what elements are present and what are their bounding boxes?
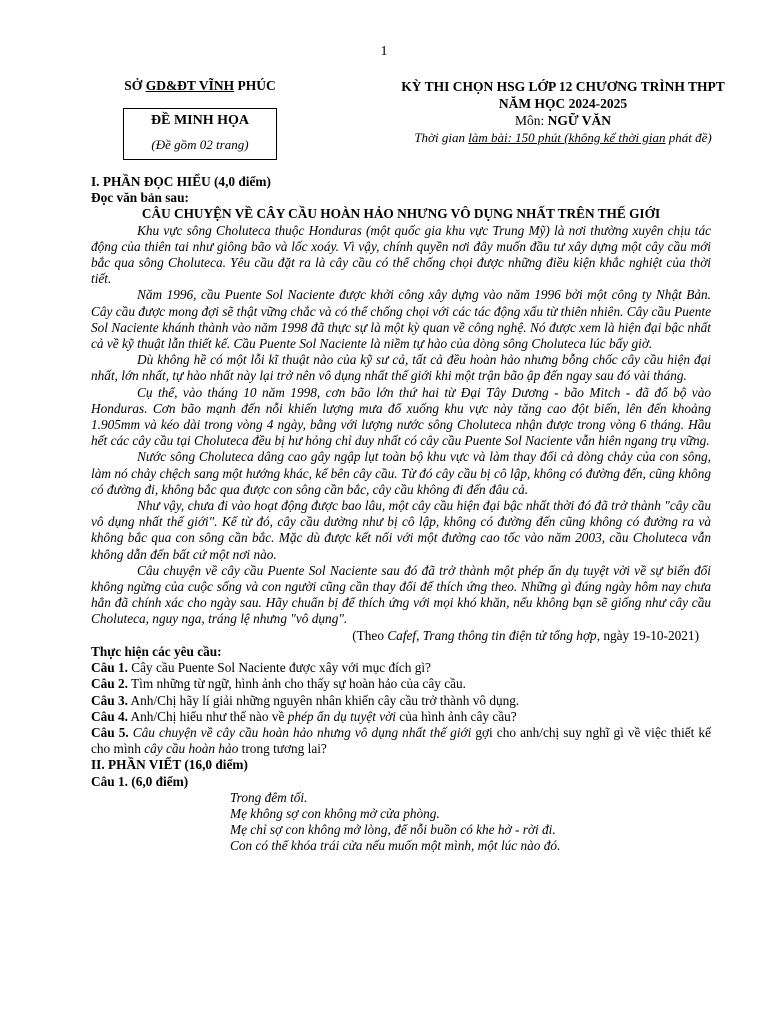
story-paragraph: Khu vực sông Choluteca thuộc Honduras (một quốc gia khu vực Trung Mỹ) là nơi thường xuyên chịu tác động của thiên tai như giông bão và lốc xoáy. Vì vậy, chính quyền nơi đây muốn đầu tư xây dựng một cây cầu mới bắc qua sông Choluteca. Yêu cầu đặt ra là cây cầu có thể chống chọi được những điều kiện khắc nghiệt của thời tiết. <box>91 222 711 287</box>
subject-label: Môn: <box>514 113 548 128</box>
question-italic: Câu chuyện về cây cầu hoàn hảo nhưng vô dụng nhất thế giới <box>128 724 472 740</box>
subject-value: NGỮ VĂN <box>547 113 611 128</box>
time-underlined: làm bài: 150 phút (không kể thời gian <box>468 130 666 145</box>
section-2-heading: II. PHẦN VIẾT (16,0 điểm) <box>91 757 248 773</box>
page-count-note: (Đề gồm 02 trang) <box>151 137 249 152</box>
source-prefix: (Theo <box>352 627 388 643</box>
reading-intro: Đọc văn bản sau: <box>91 190 189 206</box>
section-1-heading: I. PHẦN ĐỌC HIỂU (4,0 điểm) <box>91 174 271 189</box>
story-paragraph: Như vậy, chưa đi vào hoạt động được bao lâu, một cây cầu hiện đại bậc nhất thời đó đã trở thành "cây cầu vô dụng nhất thế giới". Kể từ đó, cây cầu dường như bị cô lập, không có đường đến cũng không có đường ra và không bắc qua con sông cần bắc. Mặc dù được kết nối với một đường cao tốc vào năm 2003, cầu Choluteca vẫn không dẫn đến bất cứ một nơi nào. <box>91 498 711 562</box>
document-body <box>91 174 711 855</box>
sample-exam-box <box>123 108 277 160</box>
header-right <box>378 78 748 146</box>
page-number: 1 <box>380 44 388 59</box>
exam-title-line-2: NĂM HỌC 2024-2025 <box>498 96 628 111</box>
source-citation <box>91 628 711 644</box>
question-text: trong tương lai? <box>238 741 327 757</box>
tasks-heading: Thực hiện các yêu cầu: <box>91 643 222 659</box>
org-underlined: GD&ĐT VĨNH <box>145 78 235 93</box>
time-prefix: Thời gian <box>414 130 469 145</box>
question-4 <box>91 709 711 725</box>
story-paragraph: Nước sông Choluteca dâng cao gây ngập lụt toàn bộ khu vực và làm thay đổi cả dòng chảy của con sông, làm nó chảy chệch sang một hướng khác, kế bên cây cầu. Từ đó cây cầu bị cô lập, không có đường đến, cũng không có đường đi, không bắc qua được con sông cần bắc, cây cầu không đi đến đâu cả. <box>91 449 711 497</box>
subject-line <box>378 112 748 129</box>
question-text: của hình ảnh cây cầu? <box>395 708 517 724</box>
question-text: Anh/Chị hiểu như thế nào về <box>127 708 288 724</box>
organization-name <box>95 78 305 94</box>
story-paragraph: Câu chuyện về cây cầu Puente Sol Naciente sau đó đã trở thành một phép ẩn dụ tuyệt vời về sự biến đổi không ngừng của cuộc sống và con người cũng cần thay đổi để thích ứng theo. Những gì đúng ngày hôm nay chưa hẳn đã chính xác cho ngày sau. Hãy chuẩn bị để thích ứng với mọi khó khăn, nếu không bạn sẽ giống như cây cầu Choluteca, nguy nga, tráng lệ nhưng "vô dụng". <box>91 562 711 627</box>
question-1 <box>91 660 711 676</box>
time-suffix: phát đề) <box>665 130 712 145</box>
sample-exam-title: ĐỀ MINH HỌA <box>151 113 249 128</box>
exam-title-line-1: KỲ THI CHỌN HSG LỚP 12 CHƯƠNG TRÌNH THPT <box>401 79 725 94</box>
question-text: gợi cho anh/chị suy nghĩ gì về việc thiết kế cho mình <box>91 724 711 757</box>
org-suffix: PHÚC <box>234 78 276 93</box>
header-left <box>95 78 305 160</box>
question-italic: cây cầu hoàn hảo <box>144 741 239 757</box>
question-label: Câu 4. <box>91 708 128 724</box>
story-paragraph: Dù không hề có một lỗi kĩ thuật nào của kỹ sư cả, tất cả đều hoàn hảo nhưng bỗng chốc cây cầu hiện đại nhất, lớn nhất, tự hào nhất này lại trở nên vô dụng nhất thế giới khi một trận bão ập đến ngay sau đó vài tháng. <box>91 352 711 384</box>
question-italic: phép ẩn dụ tuyệt vời <box>287 708 396 724</box>
source-italic: Cafef, Trang thông tin điện tử tổng hợp <box>387 627 597 643</box>
question-label: Câu 5. <box>91 724 129 740</box>
poem-excerpt <box>230 790 711 855</box>
question-3 <box>91 693 711 709</box>
question-text: Anh/Chị hãy lí giải những nguyên nhân khiến cây cầu trở thành vô dụng. <box>127 692 520 708</box>
story-paragraph: Năm 1996, cầu Puente Sol Naciente được khởi công xây dựng vào năm 1996 bởi một công ty Nhật Bản. Cây cầu được mong đợi sẽ thật vững chắc và có thể chống chọi với các tác động xấu từ thiên nhiên. Cây cầu Puente Sol Naciente khánh thành vào năm 1998 đã thực sự là một kỳ quan về công nghệ. Nó được xem là hiện đại bậc nhất cả về kỹ thuật lẫn thiết kế. Cầu Puente Sol Naciente là niềm tự hào của dòng sông Choluteca lúc bấy giờ. <box>91 287 711 352</box>
question-text: Cây cầu Puente Sol Naciente được xây với mục đích gì? <box>127 660 431 676</box>
poem-line: Con có thể khóa trái cửa nếu muốn một mình, một lúc nào đó. <box>230 838 561 854</box>
org-prefix: SỞ <box>124 78 146 93</box>
story-title: CÂU CHUYỆN VỀ CÂY CẦU HOÀN HẢO NHƯNG VÔ DỤNG NHẤT TRÊN THẾ GIỚI <box>141 206 661 222</box>
poem-line: Trong đêm tối. <box>230 789 308 805</box>
question-2 <box>91 676 711 692</box>
story-paragraph: Cụ thể, vào tháng 10 năm 1998, cơn bão lớn thứ hai từ Đại Tây Dương - bão Mitch - đã đổ bộ vào Honduras. Cơn bão mạnh đến nỗi khiến lượng mưa đổ xuống khu vực này tăng cao đột biến, lên đến khoảng 1.905mm và kéo dài trong vòng 4 ngày, bằng với lượng nước sông Choluteca nhận được trong vòng 6 tháng. Hầu hết các cây cầu tại Choluteca đều bị hư hỏng chỉ duy nhất có cây cầu Puente Sol Naciente vẫn hiên ngang trụ vững. <box>91 384 711 449</box>
source-suffix: , ngày 19-10-2021) <box>596 627 699 643</box>
time-line <box>378 129 748 146</box>
poem-line: Mẹ không sợ con không mở cửa phòng. <box>230 805 440 821</box>
poem-line: Mẹ chỉ sợ con không mở lòng, để nỗi buồn có khe hở - rời đi. <box>230 822 556 838</box>
question-text: Tìm những từ ngữ, hình ảnh cho thấy sự hoàn hảo của cây cầu. <box>127 676 466 692</box>
section-2-question-1-heading: Câu 1. (6,0 điểm) <box>91 773 189 789</box>
question-label: Câu 3. <box>91 692 128 708</box>
question-label: Câu 2. <box>91 676 128 692</box>
question-label: Câu 1. <box>91 660 128 676</box>
question-5 <box>91 725 711 757</box>
